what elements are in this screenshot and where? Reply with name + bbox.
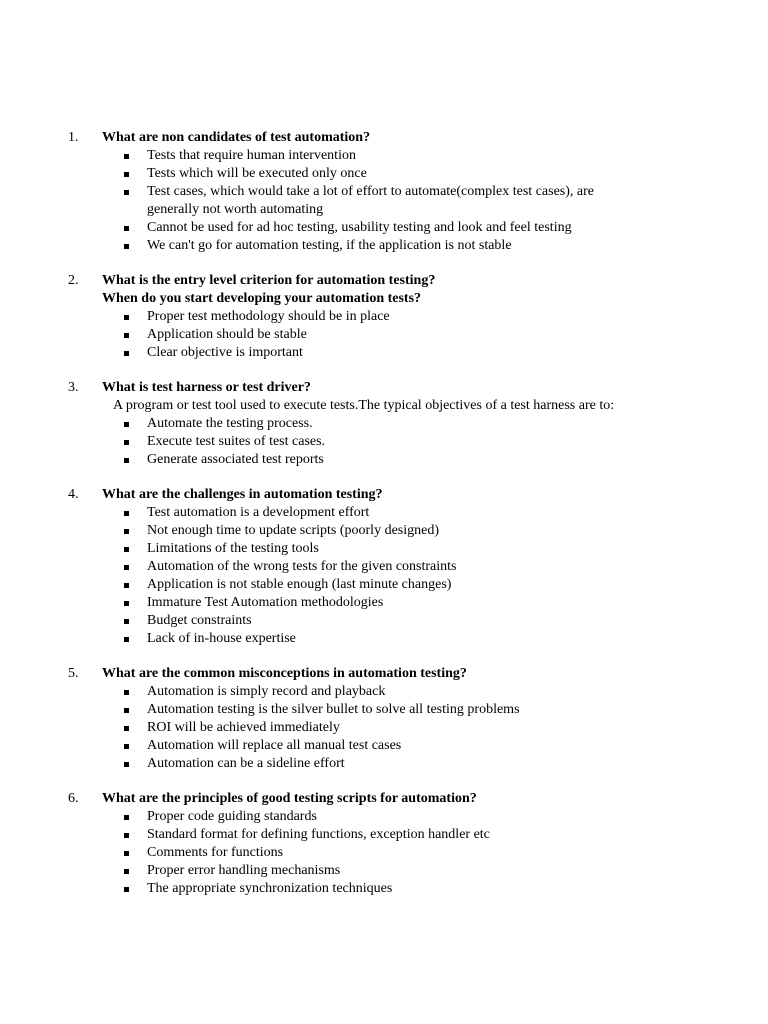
- question-1: [0, 129, 768, 255]
- list-item: [0, 237, 768, 255]
- list-item-text: Comments for functions: [147, 845, 284, 860]
- question-heading: [0, 379, 768, 397]
- list-item: [0, 808, 768, 826]
- list-item: [0, 147, 768, 165]
- list-item: [0, 880, 768, 898]
- list-item: [0, 558, 768, 576]
- question-number: 5.: [68, 666, 79, 681]
- list-item-text: Standard format for defining functions, exception handler etc: [147, 827, 490, 842]
- list-item: [0, 540, 768, 558]
- list-item-text: Automation of the wrong tests for the given constraints: [147, 559, 457, 574]
- square-bullet-icon: [124, 619, 129, 624]
- list-item-text: Automation can be a sideline effort: [147, 756, 345, 771]
- list-item-text: The appropriate synchronization techniques: [147, 881, 393, 896]
- square-bullet-icon: [124, 190, 129, 195]
- answer-list: [0, 308, 768, 362]
- question-5: [0, 665, 768, 773]
- list-item-text: Cannot be used for ad hoc testing, usability testing and look and feel testing: [147, 220, 572, 235]
- square-bullet-icon: [124, 172, 129, 177]
- list-item-text: Automation is simply record and playback: [147, 684, 386, 699]
- list-item-text: Proper code guiding standards: [147, 809, 317, 824]
- list-item-text: Tests that require human intervention: [147, 148, 356, 163]
- question-number: 6.: [68, 791, 79, 806]
- list-item-text: Test cases, which would take a lot of effort to automate(complex test cases), are generally not worth automating: [147, 184, 594, 217]
- list-item-text: Automation testing is the silver bullet to solve all testing problems: [147, 702, 520, 717]
- question-heading: [0, 486, 768, 504]
- list-item-text: Budget constraints: [147, 613, 252, 628]
- question-heading: [0, 790, 768, 808]
- list-item: [0, 183, 768, 219]
- square-bullet-icon: [124, 708, 129, 713]
- list-item-text: Automation will replace all manual test cases: [147, 738, 402, 753]
- list-item-text: Generate associated test reports: [147, 452, 324, 467]
- question-title: What are the common misconceptions in automation testing?: [102, 666, 467, 681]
- square-bullet-icon: [124, 244, 129, 249]
- square-bullet-icon: [124, 851, 129, 856]
- question-title: What are non candidates of test automation?: [102, 130, 371, 145]
- question-title: What is test harness or test driver?: [102, 380, 311, 395]
- question-number: 2.: [68, 273, 79, 288]
- square-bullet-icon: [124, 547, 129, 552]
- list-item-text: ROI will be achieved immediately: [147, 720, 340, 735]
- answer-list: [0, 415, 768, 469]
- square-bullet-icon: [124, 887, 129, 892]
- list-item: [0, 826, 768, 844]
- question-title: What are the principles of good testing scripts for automation?: [102, 791, 477, 806]
- list-item-text: Test automation is a development effort: [147, 505, 370, 520]
- list-item-text: Execute test suites of test cases.: [147, 434, 326, 449]
- list-item: [0, 862, 768, 880]
- list-item-text: Limitations of the testing tools: [147, 541, 319, 556]
- square-bullet-icon: [124, 565, 129, 570]
- question-heading: [0, 129, 768, 147]
- answer-list: [0, 808, 768, 898]
- square-bullet-icon: [124, 529, 129, 534]
- square-bullet-icon: [124, 637, 129, 642]
- list-item: [0, 451, 768, 469]
- list-item: [0, 683, 768, 701]
- square-bullet-icon: [124, 333, 129, 338]
- list-item: [0, 630, 768, 648]
- square-bullet-icon: [124, 154, 129, 159]
- list-item: [0, 504, 768, 522]
- document-page: [0, 129, 768, 915]
- list-item-text: Application is not stable enough (last minute changes): [147, 577, 452, 592]
- square-bullet-icon: [124, 315, 129, 320]
- square-bullet-icon: [124, 744, 129, 749]
- list-item: [0, 326, 768, 344]
- square-bullet-icon: [124, 511, 129, 516]
- square-bullet-icon: [124, 422, 129, 427]
- square-bullet-icon: [124, 815, 129, 820]
- list-item: [0, 219, 768, 237]
- square-bullet-icon: [124, 690, 129, 695]
- question-title: What is the entry level criterion for automation testing?: [102, 273, 436, 288]
- list-item-text: Tests which will be executed only once: [147, 166, 367, 181]
- square-bullet-icon: [124, 762, 129, 767]
- list-item: [0, 165, 768, 183]
- question-number: 4.: [68, 487, 79, 502]
- square-bullet-icon: [124, 583, 129, 588]
- list-item-text: Proper error handling mechanisms: [147, 863, 341, 878]
- list-item: [0, 755, 768, 773]
- answer-list: [0, 683, 768, 773]
- answer-list: [0, 147, 768, 255]
- list-item-text: Automate the testing process.: [147, 416, 313, 431]
- question-subtitle: When do you start developing your automation tests?: [102, 291, 422, 306]
- list-item: [0, 701, 768, 719]
- answer-list: [0, 504, 768, 648]
- list-item: [0, 737, 768, 755]
- list-item-text: Lack of in-house expertise: [147, 631, 296, 646]
- list-item-text: Not enough time to update scripts (poorly designed): [147, 523, 439, 538]
- list-item: [0, 433, 768, 451]
- square-bullet-icon: [124, 458, 129, 463]
- question-heading: [0, 272, 768, 308]
- question-2: [0, 272, 768, 362]
- question-3: [0, 379, 768, 469]
- list-item-text: We can't go for automation testing, if the application is not stable: [147, 238, 512, 253]
- list-item: [0, 612, 768, 630]
- square-bullet-icon: [124, 440, 129, 445]
- list-item-text: Application should be stable: [147, 327, 307, 342]
- list-item: [0, 522, 768, 540]
- question-6: [0, 790, 768, 898]
- list-item: [0, 844, 768, 862]
- square-bullet-icon: [124, 833, 129, 838]
- question-number: 3.: [68, 380, 79, 395]
- list-item: [0, 719, 768, 737]
- question-4: [0, 486, 768, 648]
- square-bullet-icon: [124, 226, 129, 231]
- answer-intro: A program or test tool used to execute tests.The typical objectives of a test harness are to:: [113, 398, 615, 413]
- list-item: [0, 344, 768, 362]
- list-item: [0, 415, 768, 433]
- list-item-text: Proper test methodology should be in place: [147, 309, 390, 324]
- list-item-text: Clear objective is important: [147, 345, 303, 360]
- square-bullet-icon: [124, 601, 129, 606]
- question-heading: [0, 665, 768, 683]
- square-bullet-icon: [124, 351, 129, 356]
- list-item-text: Immature Test Automation methodologies: [147, 595, 384, 610]
- square-bullet-icon: [124, 869, 129, 874]
- question-number: 1.: [68, 130, 79, 145]
- square-bullet-icon: [124, 726, 129, 731]
- list-item: [0, 576, 768, 594]
- list-item: [0, 594, 768, 612]
- list-item: [0, 308, 768, 326]
- question-title: What are the challenges in automation testing?: [102, 487, 383, 502]
